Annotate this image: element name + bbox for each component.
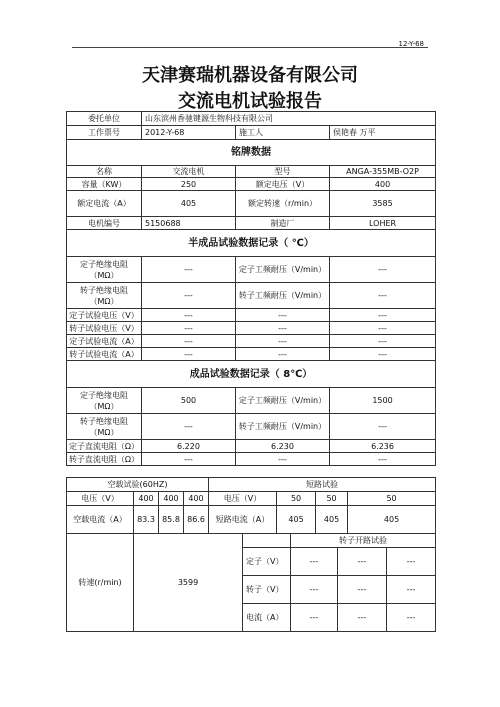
semi-row-value: ---	[236, 348, 330, 361]
rated-current-label: 额定电流（A）	[67, 191, 142, 217]
semi-row-label: 转子试验电流（A）	[67, 348, 142, 361]
semi-row-value: ---	[142, 309, 236, 322]
speed-label: 转速(r/min)	[67, 534, 134, 632]
client-value: 山东滨州香驰键源生物科技有限公司	[142, 112, 436, 126]
noload-voltage-value: 400	[184, 492, 209, 506]
rated-speed-label: 额定转速（r/min）	[236, 191, 330, 217]
semi-row-label: 定子试验电压（V）	[67, 309, 142, 322]
table-row	[67, 322, 436, 335]
noload-current-value: 86.6	[184, 506, 209, 534]
noload-voltage-value: 400	[134, 492, 159, 506]
rotor-open-title: 转子开路试验	[291, 534, 436, 548]
speed-value: 3599	[134, 534, 243, 632]
final-stator-withstand-value: 1500	[330, 388, 436, 414]
semi-stator-insul-value: ---	[142, 257, 236, 283]
rotor-open-row-value: ---	[291, 548, 338, 576]
maker-label: 制造厂	[236, 217, 330, 230]
sc-current-value: 405	[316, 506, 348, 534]
noload-current-value: 85.8	[159, 506, 184, 534]
serial-label: 电机编号	[67, 217, 142, 230]
noload-current-label: 空载电流（A）	[67, 506, 134, 534]
semi-row-value: ---	[236, 335, 330, 348]
final-rotor-insul-label: 转子绝缘电阻（MΩ）	[67, 414, 142, 440]
ticket-value: 2012-Y-68	[142, 126, 236, 140]
semi-row-value: ---	[236, 309, 330, 322]
rotor-open-row-value: ---	[338, 576, 387, 604]
header-rule	[72, 47, 428, 48]
company-title: 天津赛瑞机器设备有限公司	[142, 65, 358, 86]
semi-row-value: ---	[142, 348, 236, 361]
rotor-open-row-label: 转子（V）	[243, 576, 291, 604]
sc-voltage-value: 50	[348, 492, 436, 506]
rotor-open-row-label: 定子（V）	[243, 548, 291, 576]
name-label: 名称	[67, 166, 142, 178]
rated-speed-value: 3585	[330, 191, 436, 217]
client-label: 委托单位	[67, 112, 142, 126]
final-row-value: 6.236	[330, 440, 436, 453]
maker-value: LOHER	[330, 217, 436, 230]
sc-current-value: 405	[277, 506, 316, 534]
semi-row-value: ---	[330, 335, 436, 348]
final-rotor-withstand-value: ---	[330, 414, 436, 440]
semi-rotor-insul-value: ---	[142, 283, 236, 309]
semi-stator-insul-label: 定子绝缘电阻（MΩ）	[67, 257, 142, 283]
semi-title: 半成品试验数据记录（ ℃）	[67, 230, 436, 257]
semi-row-value: ---	[236, 322, 330, 335]
final-stator-insul-label: 定子绝缘电阻（MΩ）	[67, 388, 142, 414]
noload-voltage-label: 电压（V）	[67, 492, 134, 506]
rotor-open-row-value: ---	[338, 548, 387, 576]
noload-title: 空载试验(60HZ)	[67, 478, 209, 492]
semi-row-value: ---	[330, 348, 436, 361]
noload-current-value: 83.3	[134, 506, 159, 534]
nameplate-title: 铭牌数据	[67, 140, 436, 166]
rated-voltage-label: 额定电压（V）	[236, 178, 330, 191]
final-row-value: 6.220	[142, 440, 236, 453]
final-row-value: ---	[330, 453, 436, 466]
capacity-label: 容量（KW）	[67, 178, 142, 191]
semi-stator-withstand-value: ---	[330, 257, 436, 283]
rotor-open-row-value: ---	[387, 576, 436, 604]
final-title: 成品试验数据记录（ 8℃）	[67, 361, 436, 388]
final-row-label: 定子直流电阻（Ω）	[67, 440, 142, 453]
final-row-value: ---	[142, 453, 236, 466]
sc-voltage-label: 电压（V）	[209, 492, 277, 506]
semi-row-label: 转子试验电压（V）	[67, 322, 142, 335]
rotor-open-row-value: ---	[338, 604, 387, 632]
final-row-value: 6.230	[236, 440, 330, 453]
capacity-value: 250	[142, 178, 236, 191]
final-row-value: ---	[236, 453, 330, 466]
table-row	[67, 309, 436, 322]
shortcircuit-title: 短路试验	[209, 478, 436, 492]
rotor-open-row-value: ---	[291, 576, 338, 604]
table-row	[67, 335, 436, 348]
semi-rotor-withstand-label: 转子工频耐压（V/min）	[236, 283, 330, 309]
model-label: 型号	[236, 166, 330, 178]
report-table-bottom	[66, 477, 436, 534]
sc-current-label: 短路电流（A）	[209, 506, 277, 534]
table-row	[67, 440, 436, 453]
final-stator-withstand-label: 定子工频耐压（V/min）	[236, 388, 330, 414]
final-rotor-insul-value: ---	[142, 414, 236, 440]
rated-voltage-value: 400	[330, 178, 436, 191]
report-table-top	[66, 111, 436, 466]
semi-row-value: ---	[330, 309, 436, 322]
semi-rotor-insul-label: 转子绝缘电阻（MΩ）	[67, 283, 142, 309]
semi-rotor-withstand-value: ---	[330, 283, 436, 309]
rotor-open-row-value: ---	[387, 548, 436, 576]
table-row	[67, 348, 436, 361]
model-value: ANGA-355MB-O2P	[330, 166, 436, 178]
serial-value: 5150688	[142, 217, 236, 230]
sc-current-value: 405	[348, 506, 436, 534]
table-row	[67, 453, 436, 466]
semi-row-value: ---	[330, 322, 436, 335]
semi-row-label: 定子试验电流（A）	[67, 335, 142, 348]
header-code: 12-Y-68	[398, 40, 424, 48]
rated-current-value: 405	[142, 191, 236, 217]
name-value: 交流电机	[142, 166, 236, 178]
sc-voltage-value: 50	[316, 492, 348, 506]
rotor-open-row-value: ---	[291, 604, 338, 632]
semi-row-value: ---	[142, 322, 236, 335]
rotor-open-row-value: ---	[387, 604, 436, 632]
worker-label: 施工人	[236, 126, 330, 140]
report-table-rotor-open	[66, 533, 436, 632]
semi-row-value: ---	[142, 335, 236, 348]
final-row-label: 转子直流电阻（Ω）	[67, 453, 142, 466]
semi-stator-withstand-label: 定子工频耐压（V/min）	[236, 257, 330, 283]
report-title: 交流电机试验报告	[178, 91, 322, 112]
sc-voltage-value: 50	[277, 492, 316, 506]
ticket-label: 工作票号	[67, 126, 142, 140]
rotor-open-row-label: 电流（A）	[243, 604, 291, 632]
worker-value: 侯艳春 万平	[330, 126, 436, 140]
final-rotor-withstand-label: 转子工频耐压（V/min）	[236, 414, 330, 440]
noload-voltage-value: 400	[159, 492, 184, 506]
final-stator-insul-value: 500	[142, 388, 236, 414]
